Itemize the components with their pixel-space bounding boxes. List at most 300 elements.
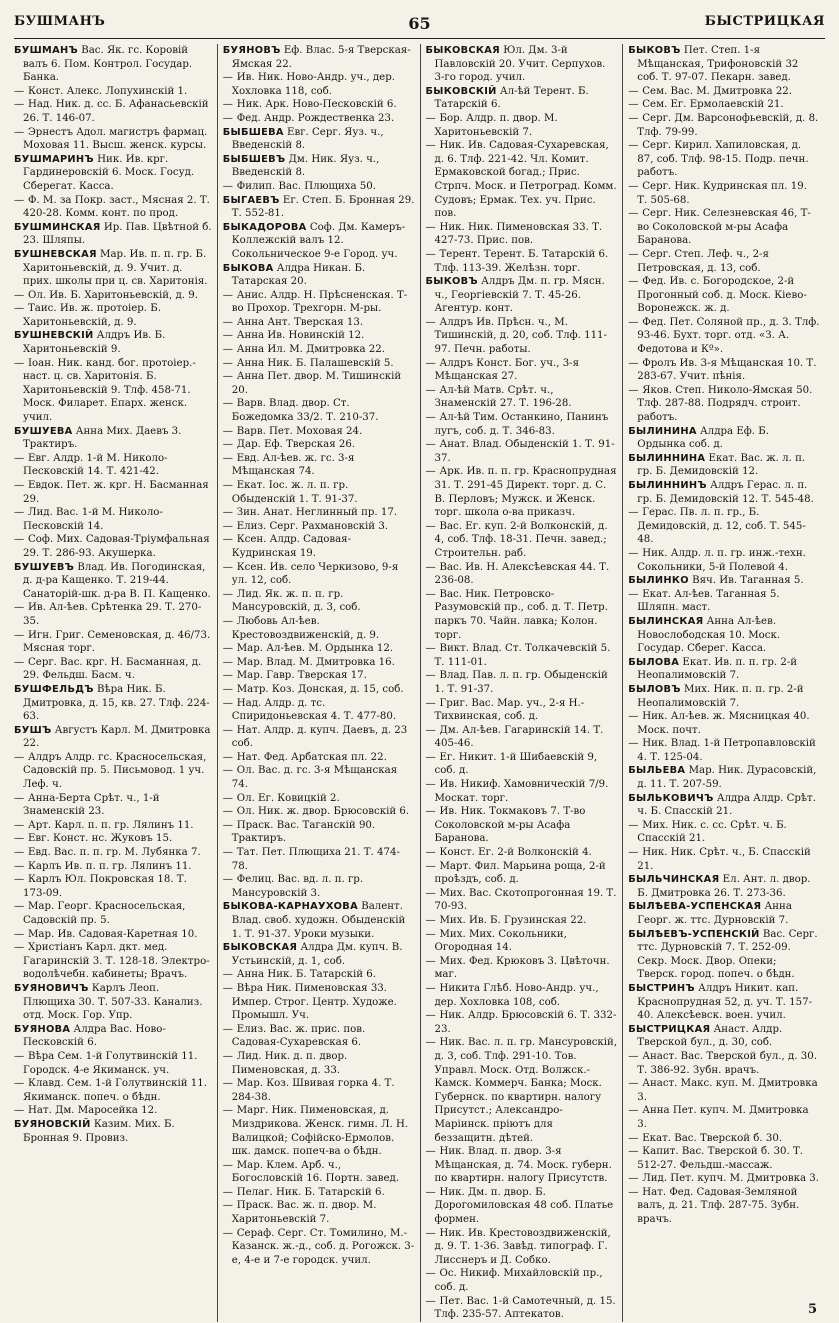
surname: БЫСТРИЦКАЯ	[628, 1023, 711, 1035]
entry-details: Серг. Ник. Селезневская 46, Т-во Соколовской м-ры Асафа Баранова.	[637, 208, 811, 247]
ditto-dash: —	[222, 656, 233, 668]
name-entry	[223, 1104, 415, 1158]
entry-details: Эрнестъ Адол. магистръ фармац. Моховая 11. Высш. женск. курсы.	[23, 126, 208, 152]
entry-details: Анна Пет. купч. М. Дмитровка 3.	[637, 1105, 809, 1130]
surname: БУЯНОВСКІЙ	[14, 1118, 91, 1130]
entry-details: Евд. Вас. п. п. гр. М. Лубянка 7.	[28, 847, 201, 859]
name-entry	[628, 710, 820, 737]
entry-details: Ег. Степ. Б. Бронная 29. Т. 552-81.	[231, 194, 415, 220]
surname-entry	[628, 656, 820, 683]
ditto-dash: —	[425, 221, 436, 233]
entry-details: Еф. Влас. 5-я Тверская-Ямская 22.	[231, 45, 411, 70]
ditto-dash: —	[14, 751, 25, 763]
name-entry	[14, 846, 212, 860]
entry-details: Фед. Андр. Рождественка 23.	[236, 112, 395, 124]
ditto-dash: —	[222, 180, 233, 192]
entry-details: Мар. Ал-ѣев. М. Ордынка 12.	[236, 643, 394, 655]
name-entry	[223, 506, 415, 520]
surname-entry	[14, 1023, 212, 1050]
ditto-dash: —	[222, 99, 233, 111]
ditto-dash: —	[425, 928, 436, 940]
entry-details: Августъ Карл. М. Дмитровка 22.	[23, 724, 211, 750]
entry-details: Капит. Вас. Тверской б. 30. Т. 512-27. Фельдш.-массаж.	[637, 1146, 804, 1171]
name-entry	[223, 438, 415, 452]
entry-details: Алдръ Герас. л. п. гр. Б. Демидовскій 12. Т. 545-48.	[637, 480, 814, 505]
ditto-dash: —	[628, 316, 639, 328]
surname-entry	[628, 1023, 820, 1050]
entry-details: Тат. Пет. Плющиха 21. Т. 474-78.	[231, 847, 400, 872]
entry-details: Екат. Іос. ж. л. п. гр. Обыденскій 1. Т. 91-37.	[231, 480, 358, 505]
ditto-dash: —	[14, 847, 25, 859]
ditto-dash: —	[14, 357, 25, 369]
entry-details: Дм. Ник. Яуз. ч., Введенскій 8.	[231, 153, 380, 179]
entry-details: Ник. Ник. Пименовская 33. Т. 427-73. Прис. пов.	[434, 221, 603, 247]
ditto-dash: —	[222, 112, 233, 124]
name-entry	[628, 248, 820, 275]
entry-details: Ник. Влад. п. двор. 3-я Мѣщанская, д. 74. Моск. губерн. по квартирн. налогу Присутств.	[434, 1146, 612, 1185]
surname-entry	[426, 44, 618, 85]
entry-details: Алдръ Ив. Б. Харитоньевскій 9.	[23, 330, 166, 356]
name-entry	[426, 221, 618, 248]
surname: БЫБШЕВА	[222, 126, 284, 138]
ditto-dash: —	[425, 643, 436, 655]
entry-details: Анаст. Макс. куп. М. Дмитровка 3.	[637, 1078, 818, 1103]
name-entry	[426, 1036, 618, 1145]
ditto-dash: —	[14, 792, 25, 804]
entry-details: Ник. Алдр. л. п. гр. инж.-техн. Сокольники, 5-й Полевой 4.	[637, 547, 806, 573]
surname-entry	[223, 221, 415, 262]
ditto-dash: —	[14, 303, 25, 315]
surname-entry	[223, 262, 415, 289]
surname-entry	[14, 248, 212, 289]
ditto-dash: —	[222, 751, 233, 763]
surname: БУШМАНЪ	[14, 45, 78, 56]
entry-details: Мих. Вас. Скотопрогонная 19. Т. 70-93.	[434, 887, 617, 913]
directory-columns	[14, 44, 825, 1321]
name-entry	[426, 887, 618, 914]
surname-entry	[223, 126, 415, 153]
ditto-dash: —	[425, 887, 436, 899]
surname: БУЯНОВИЧЪ	[14, 982, 89, 994]
name-entry	[223, 520, 415, 534]
name-entry	[14, 302, 212, 329]
surname: БЫГАЕВЪ	[222, 194, 280, 206]
signature-mark: 5	[807, 1302, 817, 1317]
entry-details: Екат. Ал-ѣев. Таганная 5. Шляпн. маст.	[637, 588, 780, 614]
entry-details: Матр. Коз. Донская, д. 15, соб.	[236, 683, 404, 695]
entry-details: Герас. Пв. л. п. гр., Б. Демидовскій, д. 12, соб. Т. 545-48.	[637, 507, 806, 546]
running-head-left: БУШМАНЪ	[14, 14, 106, 29]
entry-details: Яков. Степ. Николо-Ямская 50. Тлф. 287-88. Подрядч. строит. работъ.	[637, 384, 813, 424]
directory-column-3	[420, 44, 623, 1322]
ditto-dash: —	[222, 670, 233, 682]
name-entry	[14, 98, 212, 125]
surname: БЫКОВСКАЯ	[222, 942, 298, 954]
ditto-dash: —	[425, 1227, 436, 1239]
name-entry	[223, 112, 415, 126]
surname-entry	[426, 85, 618, 112]
ditto-dash: —	[628, 140, 639, 152]
name-entry	[14, 928, 212, 942]
name-entry	[426, 778, 618, 805]
ditto-dash: —	[222, 806, 233, 818]
name-entry	[426, 1145, 618, 1186]
entry-details: Ал-ѣй Тим. Останкино, Панинъ лугъ, соб. д. Т. 346-83.	[434, 412, 609, 437]
ditto-dash: —	[425, 1146, 436, 1158]
entry-details: Ник. Ив. Крестовоздвиженскій, д. 9. Т. 1-36. Завѣд. типограф. Г. Лисснеръ и Д. Собко.	[434, 1227, 611, 1266]
ditto-dash: —	[14, 928, 25, 940]
name-entry	[14, 941, 212, 982]
entry-details: Дар. Еф. Тверская 26.	[236, 439, 356, 451]
entry-details: Юл. Дм. 3-й Павловскій 20. Учит. Серпухов. 3-го город. учил.	[434, 45, 606, 84]
entry-details: Лид. Ник. д. п. двор. Пименовская, д. 33.	[231, 1050, 348, 1076]
name-entry	[14, 792, 212, 819]
name-entry	[14, 452, 212, 479]
name-entry	[223, 98, 415, 112]
surname-entry	[223, 900, 415, 941]
entry-details: Алдръ Никит. кап. Краснопрудная 52, д. уч. Т. 157-40. Алексѣевск. воен. учил.	[637, 982, 813, 1022]
entry-details: Ос. Никиф. Михайловскій пр., соб. д.	[434, 1268, 603, 1294]
ditto-dash: —	[14, 452, 25, 464]
name-entry	[223, 343, 415, 357]
entry-details: Мих. Ник. с. сс. Срѣт. ч. Б. Спасскій 21.	[637, 819, 787, 845]
entry-details: Над. Ник. д. сс. Б. Афанасьевскій 26. Т. 146-07.	[23, 99, 209, 124]
name-entry	[426, 697, 618, 724]
name-entry	[223, 561, 415, 588]
entry-details: Соф. Дм. Камеръ-Коллежскій валъ 12. Сокольническое 9-е Город. уч.	[231, 221, 406, 260]
entry-details: Алдръ Алдр. гс. Красносельская, Садовскій пр. 5. Письмовод. 1 уч. Леф. ч.	[23, 751, 207, 791]
entry-details: Григ. Вас. Мар. уч., 2-я Н.-Тихвинская, соб. д.	[434, 697, 585, 723]
name-entry	[223, 819, 415, 846]
entry-details: Влад. Ив. Погодинская, д. д-ра Кащенко. Т. 219-44. Санаторій-шк. д-ра В. П. Кащенко.	[23, 561, 211, 600]
name-entry	[426, 1227, 618, 1268]
name-entry	[223, 289, 415, 316]
ditto-dash: —	[425, 982, 436, 994]
entry-details: Арк. Ив. п. п. гр. Краснопрудная 31. Т. 291-45 Директ. торг. д. С. В. Перловъ; Мужск. и Женск. торг. школа о-ва приказч.	[434, 466, 617, 519]
ditto-dash: —	[14, 85, 25, 97]
ditto-dash: —	[222, 561, 233, 573]
ditto-dash: —	[222, 1023, 233, 1035]
name-entry	[628, 180, 820, 207]
page-number: 65	[408, 14, 431, 33]
name-entry	[223, 180, 415, 194]
directory-column-4	[622, 44, 825, 1322]
name-entry	[223, 669, 415, 683]
name-entry	[628, 98, 820, 112]
name-entry	[223, 1159, 415, 1186]
entry-details: Алдра Никан. Б. Татарская 20.	[231, 262, 366, 288]
name-entry	[426, 248, 618, 275]
entry-details: Лид. Як. ж. п. п. гр. Мансуровскій, д. 3, соб.	[231, 588, 361, 614]
ditto-dash: —	[628, 85, 639, 97]
ditto-dash: —	[628, 847, 639, 859]
surname-entry	[14, 1118, 212, 1145]
entry-details: Ив. Ал-ѣев. Срѣтенка 29. Т. 270-35.	[23, 602, 202, 627]
ditto-dash: —	[14, 126, 25, 138]
ditto-dash: —	[222, 982, 233, 994]
ditto-dash: —	[425, 1037, 436, 1049]
ditto-dash: —	[222, 643, 233, 655]
name-entry	[426, 914, 618, 928]
entry-details: Мих. Ив. Б. Грузинская 22.	[439, 915, 587, 926]
name-entry	[14, 601, 212, 628]
ditto-dash: —	[628, 180, 639, 192]
entry-details: Анна Ал-ѣев. Новослободская 10. Моск. Государ. Сберег. Касса.	[637, 615, 781, 655]
entry-details: Вѣра Ник. Пименовская 33. Импер. Строг. Центр. Художе. Промышл. Уч.	[231, 982, 397, 1022]
surname-entry	[14, 44, 212, 85]
name-entry	[223, 425, 415, 439]
name-entry	[223, 357, 415, 371]
surname-entry	[628, 683, 820, 710]
ditto-dash: —	[425, 112, 436, 124]
name-entry	[223, 1186, 415, 1200]
entry-details: Екат. Ив. п. п. гр. 2-й Неопалимовскій 7.	[637, 656, 798, 682]
name-entry	[628, 1186, 820, 1227]
name-entry	[628, 547, 820, 574]
entry-details: Викт. Влад. Ст. Толкачевскій 5. Т. 111-01.	[434, 643, 611, 668]
ditto-dash: —	[222, 683, 233, 695]
entry-details: Мар. Коз. Швивая горка 4. Т. 284-38.	[231, 1078, 395, 1103]
ditto-dash: —	[425, 915, 436, 926]
entry-details: Вас. Ник. Петровско-Разумовскій пр., соб. д. Т. Петр. паркъ 70. Чайн. лавка; Колон. торг.	[434, 588, 608, 641]
name-entry	[223, 846, 415, 873]
name-entry	[223, 316, 415, 330]
entry-details: Алдръ Конст. Бог. уч., 3-я Мѣщанская 27.	[434, 357, 580, 383]
surname-entry	[223, 153, 415, 180]
entry-details: Мар. Клем. Арб. ч., Богословскій 16. Портн. завед.	[231, 1159, 400, 1185]
entry-details: Нат. Дм. Маросейка 12.	[28, 1105, 158, 1117]
name-entry	[426, 520, 618, 561]
ditto-dash: —	[14, 1078, 25, 1090]
ditto-dash: —	[222, 724, 233, 736]
entry-details: Терент. Терент. Б. Татарскій 6. Тлф. 113-39. Желѣзн. торг.	[434, 248, 609, 274]
name-entry	[426, 438, 618, 465]
entry-details: Лид. Вас. 1-й М. Николо-Песковскій 14.	[23, 507, 163, 532]
ditto-dash: —	[14, 629, 25, 641]
ditto-dash: —	[425, 384, 436, 396]
name-entry	[426, 982, 618, 1009]
name-entry	[426, 724, 618, 751]
ditto-dash: —	[628, 588, 639, 600]
entry-details: Анна Ант. Тверская 13.	[236, 316, 364, 328]
name-entry	[223, 71, 415, 98]
ditto-dash: —	[425, 1010, 436, 1022]
name-entry	[426, 751, 618, 778]
surname: БЫКОВСКІЙ	[425, 85, 497, 97]
entry-details: Вас. Серг. ттс. Дурновскій 7. Т. 252-09. Секр. Моск. Двор. Опеки; Тверск. город. попеч. о бѣдн.	[637, 928, 818, 981]
surname: БУШФЕЛЬДЪ	[14, 683, 94, 695]
ditto-dash: —	[14, 833, 25, 845]
entry-details: Лид. Пет. купч. М. Дмитровка 3.	[642, 1173, 820, 1185]
running-head-right: БЫСТРИЦКАЯ	[704, 14, 825, 29]
name-entry	[14, 629, 212, 656]
surname: БУШНЕВСКАЯ	[14, 248, 97, 260]
name-entry	[223, 588, 415, 615]
name-entry	[426, 465, 618, 519]
name-entry	[426, 384, 618, 411]
entry-details: Мих. Мих. Сокольники, Огородная 14.	[434, 928, 567, 954]
name-entry	[223, 873, 415, 900]
name-entry	[223, 397, 415, 424]
name-entry	[223, 792, 415, 806]
ditto-dash: —	[222, 847, 233, 859]
ditto-dash: —	[14, 99, 25, 111]
entry-details: Варв. Влад. двор. Ст. Божедомка 33/2. Т. 210-37.	[231, 398, 379, 424]
entry-details: Ксен. Ив. село Черкизово, 9-я ул. 12, соб.	[231, 561, 399, 587]
entry-details: Ел. Ант. л. двор. Б. Дмитровка 26. Т. 273-36.	[637, 874, 811, 899]
ditto-dash: —	[425, 140, 436, 152]
surname: БУШУЕВЪ	[14, 561, 75, 573]
ditto-dash: —	[222, 1050, 233, 1062]
ditto-dash: —	[628, 1173, 639, 1185]
surname-entry	[628, 792, 820, 819]
entry-details: Бор. Алдр. п. двор. М. Харитоньевскій 7.	[434, 112, 558, 138]
entry-details: Серг. Дм. Варсонофьевскій, д. 8. Тлф. 79-99.	[637, 112, 819, 138]
name-entry	[14, 506, 212, 533]
name-entry	[14, 656, 212, 683]
entry-details: Ег. Никит. 1-й Шибаевскій 9, соб. д.	[434, 751, 598, 777]
surname-entry	[628, 425, 820, 452]
ditto-dash: —	[628, 819, 639, 831]
surname-entry	[223, 194, 415, 221]
ditto-dash: —	[425, 806, 436, 818]
name-entry	[14, 194, 212, 221]
surname: БЫЛЬЧИНСКАЯ	[628, 874, 720, 886]
surname: БЫКОВА-КАРНАУХОВА	[222, 901, 358, 913]
entry-details: Анна Ник. Б. Палашевскій 5.	[236, 357, 394, 369]
entry-details: Казим. Мих. Б. Бронная 9. Провиз.	[23, 1118, 175, 1144]
entry-details: Алдръ Ив. Прѣсн. ч., М. Тишинскій, д. 20, соб. Тлф. 111-97. Печн. работы.	[434, 316, 607, 356]
name-entry	[628, 1172, 820, 1186]
ditto-dash: —	[628, 711, 639, 723]
surname: БУШУЕВА	[14, 425, 73, 437]
ditto-dash: —	[425, 588, 436, 600]
surname: БУЯНОВА	[14, 1023, 71, 1035]
name-entry	[223, 370, 415, 397]
surname: БЫКОВЪ	[628, 45, 681, 56]
name-entry	[426, 588, 618, 642]
entry-details: Серг. Вас. крг. Н. Басманная, д. 29. Фельдш. Басм. ч.	[23, 656, 202, 682]
surname: БЫКАДОРОВА	[222, 221, 307, 233]
name-entry	[223, 982, 415, 1023]
surname: БЫБШЕВЪ	[222, 153, 286, 165]
surname-entry	[223, 44, 415, 71]
entry-details: Ф. М. за Покр. заст., Мясная 2. Т. 420-28. Комм. конт. по прод.	[23, 194, 210, 220]
name-entry	[14, 533, 212, 560]
ditto-dash: —	[222, 398, 233, 410]
entry-details: Марг. Ник. Пименовская, д. Миздрикова. Женск. гимн. Л. Н. Валицкой; Софійско-Ермолов. шк. дамск. попеч-ва о бѣдн.	[231, 1105, 409, 1158]
entry-details: Вѣра Ник. Б. Дмитровка, д. 15, кв. 27. Тлф. 224-63.	[23, 683, 210, 723]
surname: БЫКОВЪ	[425, 276, 478, 288]
entry-details: Ник. Арк. Ново-Песковскій 6.	[236, 99, 397, 111]
entry-details: Анаст. Вас. Тверской бул., д. 30. Т. 386-92. Зубн. врачъ.	[637, 1050, 817, 1076]
entry-details: Соф. Мих. Садовая-Тріумфальная 29. Т. 286-93. Акушерка.	[23, 534, 210, 559]
name-entry	[426, 805, 618, 846]
name-entry	[426, 357, 618, 384]
entry-details: Пет. Степ. 1-я Мѣщанская, Трифоновскій 32 соб. Т. 97-07. Пекарн. завед.	[637, 45, 799, 84]
name-entry	[223, 479, 415, 506]
entry-details: Мар. Ник. Дурасовскій, д. 11. Т. 207-59.	[637, 765, 817, 791]
surname-entry	[14, 561, 212, 602]
ditto-dash: —	[222, 72, 233, 84]
entry-details: Ол. Ник. ж. двор. Брюсовскій 6.	[236, 806, 410, 818]
entry-details: Анна Мих. Даевъ 3. Трактиръ.	[23, 425, 182, 451]
name-entry	[14, 126, 212, 153]
surname: БУШНЕВСКІЙ	[14, 330, 94, 342]
name-entry	[628, 316, 820, 357]
entry-details: Мар. Ив. п. п. гр. Б. Харитоньевскій, д. 9. Учит. д. прих. школы при ц. св. Харитонія.	[23, 248, 208, 288]
entry-details: Над. Алдр. д. тс. Спиридоньевская 4. Т. 477-80.	[231, 697, 397, 723]
entry-details: Сераф. Серг. Ст. Томилино, М.-Казанск. ж.-д., соб. д. Рогожск. 3-е, 4-е и 7-е городск. учил.	[231, 1227, 415, 1266]
name-entry	[426, 1009, 618, 1036]
surname-entry	[628, 982, 820, 1023]
surname-entry	[628, 928, 820, 982]
name-entry	[426, 955, 618, 982]
surname: БЫЛИНИНА	[628, 425, 697, 437]
entry-details: Карлъ Леоп. Плющиха 30. Т. 507-33. Канализ. отд. Моск. Гор. Упр.	[23, 982, 203, 1022]
name-entry	[14, 751, 212, 792]
ditto-dash: —	[425, 779, 436, 791]
surname: БЫЛѢЕВЪ-УСПЕНСКІЙ	[628, 928, 760, 940]
name-entry	[223, 642, 415, 656]
name-entry	[426, 860, 618, 887]
entry-details: Христіанъ Карл. дкт. мед. Гагаринскій 3. Т. 128-18. Электро-водолѣчебн. кабинеты; Врачъ.	[23, 942, 210, 981]
name-entry	[14, 1104, 212, 1118]
ditto-dash: —	[14, 819, 25, 831]
entry-details: Алдра Алдр. Срѣт. ч. Б. Спасскій 21.	[637, 792, 816, 818]
name-entry	[223, 656, 415, 670]
entry-details: Алдра Дм. купч. В. Устьинскій, д. 1, соб.	[231, 942, 403, 967]
ditto-dash: —	[425, 248, 436, 260]
entry-details: Карлъ Юл. Покровская 18. Т. 173-09.	[23, 874, 187, 899]
surname: БЫКОВСКАЯ	[425, 45, 500, 56]
entry-details: Ник. Ив. Садовая-Сухаревская, д. 6. Тлф. 221-42. Чл. Комит. Ермаковской богад.; Прис. Стрпч. Моск. и Петроград. Комм. Судовъ; Ермак. Тех. уч. Прис. пов.	[434, 140, 617, 220]
ditto-dash: —	[628, 208, 639, 220]
ditto-dash: —	[628, 547, 639, 559]
surname-entry	[628, 479, 820, 506]
ditto-dash: —	[222, 1159, 233, 1171]
ditto-dash: —	[222, 344, 233, 356]
entry-details: Мар. Влад. М. Дмитровка 16.	[236, 656, 395, 668]
surname-entry	[628, 44, 820, 85]
ditto-dash: —	[222, 615, 233, 627]
ditto-dash: —	[14, 874, 25, 886]
ditto-dash: —	[222, 289, 233, 301]
surname-entry	[628, 873, 820, 900]
entry-details: Алдра Вас. Ново-Песковскій 6.	[23, 1023, 166, 1049]
entry-details: Серг. Степ. Леф. ч., 2-я Петровская, д. 13, соб.	[637, 248, 769, 274]
name-entry	[628, 846, 820, 873]
name-entry	[223, 751, 415, 765]
name-entry	[628, 357, 820, 384]
ditto-dash: —	[425, 357, 436, 369]
ditto-dash: —	[222, 1200, 233, 1212]
name-entry	[628, 112, 820, 139]
ditto-dash: —	[628, 1132, 639, 1144]
entry-details: Ал-ѣй Терент. Б. Татарскій 6.	[434, 85, 589, 111]
name-entry	[223, 533, 415, 560]
entry-details: Анна-Берта Срѣт. ч., 1-й Знаменскій 23.	[23, 792, 160, 818]
surname: БЫЛѢЕВА-УСПЕНСКАЯ	[628, 901, 762, 913]
entry-details: Пелаг. Ник. Б. Татарскій 6.	[236, 1186, 385, 1198]
name-entry	[14, 1050, 212, 1077]
surname: БЫЛИННИНА	[628, 452, 706, 464]
entry-details: Ир. Пав. Цвѣтной б. 23. Шляпы.	[23, 221, 212, 247]
ditto-dash: —	[222, 1227, 233, 1239]
entry-details: Екат. Вас. Тверской б. 30.	[642, 1132, 783, 1144]
ditto-dash: —	[628, 99, 639, 111]
surname-entry	[628, 574, 820, 588]
